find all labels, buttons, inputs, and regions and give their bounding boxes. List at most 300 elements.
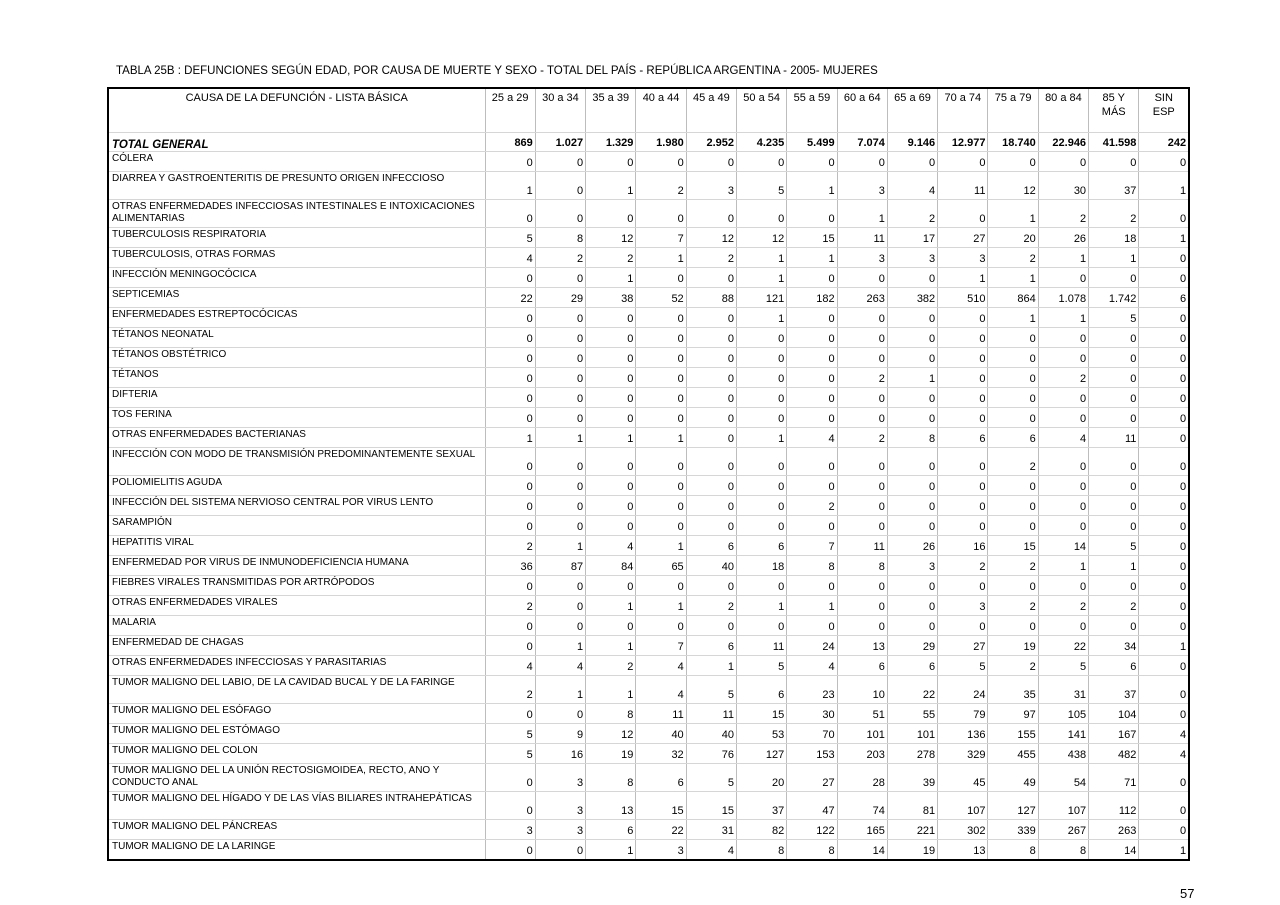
table-row [108, 388, 1189, 408]
value-cell: 0 [988, 152, 1038, 172]
value-cell: 16 [535, 744, 585, 764]
value-cell: 27 [938, 636, 988, 656]
header-cell: SIN ESP [1139, 88, 1189, 133]
value-cell: 0 [636, 348, 686, 368]
cause-label: OTRAS ENFERMEDADES INFECCIOSAS INTESTINALES E INTOXICACIONES ALIMENTARIAS [108, 200, 485, 228]
value-cell: 1 [586, 268, 636, 288]
value-cell: 1 [485, 428, 535, 448]
value-cell: 0 [988, 328, 1038, 348]
value-cell: 52 [636, 288, 686, 308]
cause-label: TUMOR MALIGNO DEL ESTÓMAGO [108, 724, 485, 744]
value-cell: 1 [586, 172, 636, 200]
value-cell: 7 [787, 536, 837, 556]
value-cell: 14 [1089, 840, 1139, 861]
value-cell: 8 [787, 556, 837, 576]
value-cell: 329 [938, 744, 988, 764]
value-cell: 0 [938, 328, 988, 348]
value-cell: 19 [988, 636, 1038, 656]
table-row [108, 152, 1189, 172]
value-cell: 0 [1089, 616, 1139, 636]
value-cell: 0 [1139, 200, 1189, 228]
value-cell: 12 [586, 228, 636, 248]
value-cell: 11 [837, 228, 887, 248]
value-cell: 0 [586, 388, 636, 408]
value-cell: 0 [887, 616, 937, 636]
value-cell: 0 [485, 576, 535, 596]
value-cell: 0 [485, 764, 535, 792]
value-cell: 0 [837, 348, 887, 368]
value-cell: 382 [887, 288, 937, 308]
value-cell: 0 [1139, 496, 1189, 516]
table-row [108, 408, 1189, 428]
value-cell: 121 [736, 288, 786, 308]
value-cell: 0 [1089, 448, 1139, 476]
value-cell: 97 [988, 704, 1038, 724]
header-cell: 35 a 39 [586, 88, 636, 133]
value-cell: 0 [1139, 388, 1189, 408]
value-cell: 3 [485, 820, 535, 840]
value-cell: 0 [938, 408, 988, 428]
cause-label: ENFERMEDAD POR VIRUS DE INMUNODEFICIENCIA HUMANA [108, 556, 485, 576]
table-row [108, 516, 1189, 536]
cause-label: INFECCIÓN MENINGOCÓCICA [108, 268, 485, 288]
value-cell: 15 [686, 792, 736, 820]
value-cell: 0 [837, 496, 887, 516]
value-cell: 482 [1089, 744, 1139, 764]
value-cell: 155 [988, 724, 1038, 744]
value-cell: 0 [1139, 556, 1189, 576]
value-cell: 0 [686, 268, 736, 288]
value-cell: 4 [586, 536, 636, 556]
value-cell: 47 [787, 792, 837, 820]
value-cell: 122 [787, 820, 837, 840]
cause-label: TUMOR MALIGNO DE LA LARINGE [108, 840, 485, 861]
value-cell: 0 [938, 616, 988, 636]
value-cell: 0 [938, 476, 988, 496]
value-cell: 0 [988, 348, 1038, 368]
value-cell: 22 [636, 820, 686, 840]
value-cell: 0 [686, 152, 736, 172]
value-cell: 4 [787, 428, 837, 448]
header-cell: 80 a 84 [1038, 88, 1088, 133]
value-cell: 0 [1038, 576, 1088, 596]
value-cell: 32 [636, 744, 686, 764]
value-cell: 0 [636, 516, 686, 536]
value-cell: 0 [787, 516, 837, 536]
value-cell: 267 [1038, 820, 1088, 840]
value-cell: 0 [636, 476, 686, 496]
value-cell: 2 [787, 496, 837, 516]
value-cell: 30 [787, 704, 837, 724]
value-cell: 11 [736, 636, 786, 656]
value-cell: 0 [686, 516, 736, 536]
value-cell: 14 [1038, 536, 1088, 556]
value-cell: 1 [736, 596, 786, 616]
value-cell: 0 [837, 152, 887, 172]
value-cell: 0 [485, 616, 535, 636]
cause-label: ENFERMEDADES ESTREPTOCÓCICAS [108, 308, 485, 328]
table-row [108, 536, 1189, 556]
header-cell: 85 Y MÁS [1089, 88, 1139, 133]
value-cell: 0 [586, 408, 636, 428]
cause-label: TUMOR MALIGNO DEL COLON [108, 744, 485, 764]
value-cell: 1 [586, 596, 636, 616]
table-row [108, 308, 1189, 328]
value-cell: 136 [938, 724, 988, 744]
table-row [108, 200, 1189, 228]
value-cell: 0 [636, 388, 686, 408]
value-cell: 0 [938, 448, 988, 476]
header-cell: 45 a 49 [686, 88, 736, 133]
value-cell: 263 [837, 288, 887, 308]
value-cell: 4 [1038, 428, 1088, 448]
value-cell: 8 [736, 840, 786, 861]
value-cell: 2 [988, 248, 1038, 268]
value-cell: 3 [535, 820, 585, 840]
value-cell: 82 [736, 820, 786, 840]
value-cell: 0 [686, 448, 736, 476]
value-cell: 0 [485, 448, 535, 476]
value-cell: 0 [1089, 268, 1139, 288]
value-cell: 6 [887, 656, 937, 676]
value-cell: 0 [988, 368, 1038, 388]
value-cell: 1 [535, 428, 585, 448]
value-cell: 107 [938, 792, 988, 820]
table-row [108, 616, 1189, 636]
value-cell: 2 [887, 200, 937, 228]
value-cell: 0 [1038, 448, 1088, 476]
value-cell: 1 [787, 248, 837, 268]
value-cell: 0 [1038, 616, 1088, 636]
header-cell: 50 a 54 [736, 88, 786, 133]
value-cell: 0 [1038, 388, 1088, 408]
value-cell: 9 [535, 724, 585, 744]
value-cell: 0 [586, 368, 636, 388]
cause-label: OTRAS ENFERMEDADES BACTERIANAS [108, 428, 485, 448]
value-cell: 24 [938, 676, 988, 704]
value-cell: 9.146 [887, 133, 937, 152]
cause-label: TUBERCULOSIS RESPIRATORIA [108, 228, 485, 248]
value-cell: 2 [1038, 368, 1088, 388]
value-cell: 35 [988, 676, 1038, 704]
value-cell: 1 [988, 308, 1038, 328]
value-cell: 6 [1089, 656, 1139, 676]
value-cell: 2 [1089, 200, 1139, 228]
value-cell: 0 [938, 388, 988, 408]
value-cell: 0 [837, 516, 887, 536]
value-cell: 0 [485, 516, 535, 536]
value-cell: 1 [736, 248, 786, 268]
value-cell: 38 [586, 288, 636, 308]
value-cell: 0 [1139, 428, 1189, 448]
table-row [108, 556, 1189, 576]
value-cell: 0 [787, 152, 837, 172]
table-row [108, 428, 1189, 448]
value-cell: 0 [887, 308, 937, 328]
value-cell: 0 [586, 328, 636, 348]
value-cell: 2 [636, 172, 686, 200]
value-cell: 3 [636, 840, 686, 861]
value-cell: 0 [686, 328, 736, 348]
value-cell: 12.977 [938, 133, 988, 152]
cause-label: OTRAS ENFERMEDADES INFECCIOSAS Y PARASITARIAS [108, 656, 485, 676]
value-cell: 4.235 [736, 133, 786, 152]
value-cell: 0 [837, 596, 887, 616]
value-cell: 8 [586, 704, 636, 724]
value-cell: 0 [636, 576, 686, 596]
value-cell: 2 [988, 448, 1038, 476]
value-cell: 0 [586, 308, 636, 328]
value-cell: 5 [1089, 308, 1139, 328]
table-body [108, 133, 1189, 861]
value-cell: 1 [636, 596, 686, 616]
value-cell: 0 [988, 408, 1038, 428]
value-cell: 5 [485, 744, 535, 764]
value-cell: 1 [1139, 172, 1189, 200]
value-cell: 5 [1089, 536, 1139, 556]
header-row [108, 88, 1189, 133]
value-cell: 0 [736, 368, 786, 388]
value-cell: 0 [938, 576, 988, 596]
cause-label: TUMOR MALIGNO DEL ESÓFAGO [108, 704, 485, 724]
value-cell: 0 [1139, 152, 1189, 172]
value-cell: 0 [1089, 516, 1139, 536]
cause-label: TOTAL GENERAL [108, 133, 485, 152]
value-cell: 0 [1139, 368, 1189, 388]
value-cell: 4 [485, 248, 535, 268]
value-cell: 0 [837, 408, 887, 428]
value-cell: 864 [988, 288, 1038, 308]
value-cell: 0 [736, 616, 786, 636]
value-cell: 0 [586, 616, 636, 636]
value-cell: 0 [535, 476, 585, 496]
value-cell: 22 [1038, 636, 1088, 656]
value-cell: 0 [938, 308, 988, 328]
value-cell: 0 [736, 348, 786, 368]
cause-label: SEPTICEMIAS [108, 288, 485, 308]
value-cell: 1 [887, 368, 937, 388]
value-cell: 0 [736, 516, 786, 536]
value-cell: 0 [938, 152, 988, 172]
value-cell: 0 [586, 152, 636, 172]
cause-label: OTRAS ENFERMEDADES VIRALES [108, 596, 485, 616]
value-cell: 0 [1089, 152, 1139, 172]
value-cell: 0 [887, 516, 937, 536]
value-cell: 0 [736, 408, 786, 428]
value-cell: 0 [787, 616, 837, 636]
value-cell: 0 [837, 576, 887, 596]
table-row [108, 248, 1189, 268]
value-cell: 5 [686, 676, 736, 704]
value-cell: 18 [736, 556, 786, 576]
value-cell: 4 [535, 656, 585, 676]
value-cell: 101 [837, 724, 887, 744]
value-cell: 0 [636, 308, 686, 328]
table-row [108, 596, 1189, 616]
value-cell: 1 [1139, 636, 1189, 656]
value-cell: 22.946 [1038, 133, 1088, 152]
value-cell: 0 [535, 496, 585, 516]
value-cell: 0 [1139, 248, 1189, 268]
value-cell: 2 [485, 596, 535, 616]
value-cell: 438 [1038, 744, 1088, 764]
value-cell: 0 [988, 476, 1038, 496]
table-row [108, 636, 1189, 656]
value-cell: 10 [837, 676, 887, 704]
value-cell: 76 [686, 744, 736, 764]
value-cell: 0 [938, 200, 988, 228]
header-cell: 25 a 29 [485, 88, 535, 133]
value-cell: 2 [938, 556, 988, 576]
cause-label: DIARREA Y GASTROENTERITIS DE PRESUNTO ORIGEN INFECCIOSO [108, 172, 485, 200]
value-cell: 0 [485, 368, 535, 388]
value-cell: 24 [787, 636, 837, 656]
value-cell: 11 [686, 704, 736, 724]
value-cell: 0 [887, 476, 937, 496]
value-cell: 1 [1038, 248, 1088, 268]
value-cell: 45 [938, 764, 988, 792]
value-cell: 1 [787, 172, 837, 200]
value-cell: 36 [485, 556, 535, 576]
value-cell: 5 [736, 172, 786, 200]
value-cell: 0 [636, 368, 686, 388]
value-cell: 0 [887, 328, 937, 348]
value-cell: 2 [586, 248, 636, 268]
value-cell: 11 [837, 536, 887, 556]
value-cell: 5 [736, 656, 786, 676]
value-cell: 28 [837, 764, 887, 792]
value-cell: 0 [887, 152, 937, 172]
value-cell: 39 [887, 764, 937, 792]
value-cell: 0 [1089, 408, 1139, 428]
value-cell: 0 [686, 616, 736, 636]
value-cell: 6 [988, 428, 1038, 448]
value-cell: 0 [938, 368, 988, 388]
value-cell: 0 [586, 496, 636, 516]
value-cell: 0 [1038, 476, 1088, 496]
value-cell: 1 [787, 596, 837, 616]
value-cell: 6 [1139, 288, 1189, 308]
table-row [108, 792, 1189, 820]
value-cell: 3 [535, 792, 585, 820]
value-cell: 51 [837, 704, 887, 724]
value-cell: 0 [1139, 448, 1189, 476]
header-cell: 30 a 34 [535, 88, 585, 133]
value-cell: 278 [887, 744, 937, 764]
value-cell: 6 [586, 820, 636, 840]
value-cell: 8 [887, 428, 937, 448]
value-cell: 0 [535, 596, 585, 616]
value-cell: 79 [938, 704, 988, 724]
value-cell: 0 [1089, 496, 1139, 516]
value-cell: 107 [1038, 792, 1088, 820]
value-cell: 0 [736, 448, 786, 476]
deaths-table [107, 87, 1190, 861]
value-cell: 4 [787, 656, 837, 676]
value-cell: 1 [736, 428, 786, 448]
value-cell: 0 [988, 388, 1038, 408]
value-cell: 5.499 [787, 133, 837, 152]
value-cell: 0 [787, 388, 837, 408]
value-cell: 0 [1038, 408, 1088, 428]
table-row [108, 348, 1189, 368]
value-cell: 0 [686, 368, 736, 388]
value-cell: 0 [535, 268, 585, 288]
value-cell: 1 [1038, 556, 1088, 576]
value-cell: 0 [686, 476, 736, 496]
value-cell: 0 [535, 388, 585, 408]
header-cell-cause: CAUSA DE LA DEFUNCIÓN - LISTA BÁSICA [108, 88, 485, 133]
value-cell: 1.980 [636, 133, 686, 152]
cause-label: MALARIA [108, 616, 485, 636]
value-cell: 11 [636, 704, 686, 724]
value-cell: 153 [787, 744, 837, 764]
value-cell: 55 [887, 704, 937, 724]
value-cell: 0 [1139, 536, 1189, 556]
cause-label: TÉTANOS NEONATAL [108, 328, 485, 348]
value-cell: 2 [485, 676, 535, 704]
table-row [108, 576, 1189, 596]
value-cell: 0 [485, 328, 535, 348]
value-cell: 0 [485, 388, 535, 408]
value-cell: 23 [787, 676, 837, 704]
value-cell: 0 [787, 200, 837, 228]
value-cell: 4 [485, 656, 535, 676]
table-row [108, 744, 1189, 764]
value-cell: 0 [586, 200, 636, 228]
value-cell: 0 [636, 328, 686, 348]
value-cell: 19 [586, 744, 636, 764]
value-cell: 0 [1089, 388, 1139, 408]
value-cell: 22 [485, 288, 535, 308]
value-cell: 0 [485, 152, 535, 172]
value-cell: 22 [887, 676, 937, 704]
value-cell: 5 [485, 228, 535, 248]
value-cell: 29 [887, 636, 937, 656]
value-cell: 19 [887, 840, 937, 861]
value-cell: 0 [1139, 328, 1189, 348]
value-cell: 1 [736, 268, 786, 288]
value-cell: 0 [1038, 328, 1088, 348]
value-cell: 0 [586, 516, 636, 536]
value-cell: 0 [1038, 152, 1088, 172]
value-cell: 0 [787, 308, 837, 328]
value-cell: 1 [837, 200, 887, 228]
value-cell: 302 [938, 820, 988, 840]
value-cell: 29 [535, 288, 585, 308]
value-cell: 0 [988, 616, 1038, 636]
value-cell: 12 [586, 724, 636, 744]
cause-label: TÉTANOS OBSTÉTRICO [108, 348, 485, 368]
value-cell: 40 [636, 724, 686, 744]
value-cell: 4 [636, 656, 686, 676]
value-cell: 65 [636, 556, 686, 576]
header-cell: 75 a 79 [988, 88, 1038, 133]
value-cell: 127 [736, 744, 786, 764]
value-cell: 0 [636, 616, 686, 636]
value-cell: 0 [535, 840, 585, 861]
value-cell: 54 [1038, 764, 1088, 792]
value-cell: 0 [535, 516, 585, 536]
value-cell: 2 [837, 368, 887, 388]
value-cell: 1 [1089, 556, 1139, 576]
value-cell: 0 [686, 200, 736, 228]
value-cell: 2 [1089, 596, 1139, 616]
value-cell: 112 [1089, 792, 1139, 820]
value-cell: 0 [837, 328, 887, 348]
value-cell: 0 [485, 476, 535, 496]
value-cell: 0 [887, 268, 937, 288]
